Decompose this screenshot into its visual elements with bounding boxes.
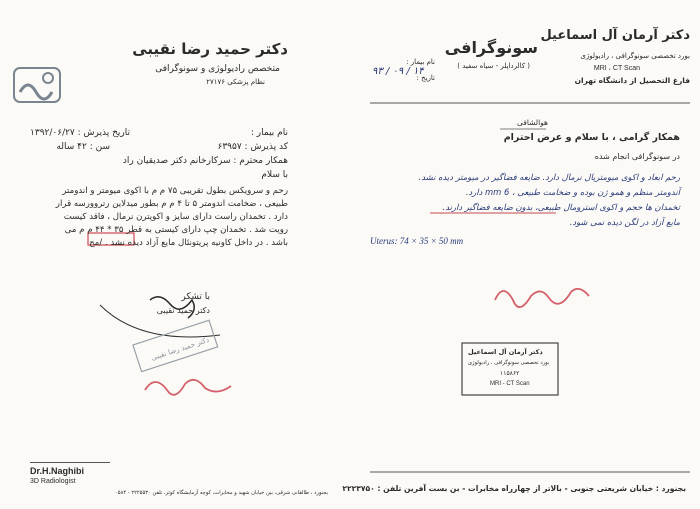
referring-colleague: همکار محترم : سرکارخانم دکتر صدیقیان راد [122, 156, 288, 166]
stamp-doctor-name: دکتر آرمان آل اسماعیل [468, 348, 543, 356]
left-doctor-name: دکتر حمید رضا نقیبی [132, 40, 288, 58]
patient-name-label: نام بیمار : [250, 128, 288, 138]
closing-thanks: با تشکر [181, 292, 210, 302]
right-patient-label: نام بیمار : [406, 58, 435, 66]
right-modalities: MRI ، CT Scan [593, 65, 640, 72]
report-line: باشد . در داخل کاونیه پریتونئال مایع آزاد دیده نشد . /مح [89, 238, 288, 248]
admission-code: کد پذیرش : ۶۳۹۵۷ [217, 142, 288, 152]
right-intro: در سونوگرافی انجام شده [594, 152, 680, 161]
footer-specialty-en: 3D Radiologist [30, 478, 76, 485]
stamp-modalities: MRI - CT Scan [490, 381, 530, 387]
admission-date: تاریخ پذیرش : ۱۳۹۲/۰۶/۲۷ [30, 128, 130, 138]
report-line: طبیعی ، ضخامت اندومتر ۵ تا ۴ م م بطور میدلاین رتروورسه قرار [55, 199, 288, 209]
handwritten-signature-icon [495, 289, 589, 307]
stamp-board: بورد تخصصی سونوگرافی ، رادیولوژی [468, 360, 550, 366]
right-university: فارغ التحصیل از دانشگاه تهران [574, 76, 690, 85]
clinic-logo-icon [14, 68, 60, 102]
patient-age: سن : ۴۲ ساله [56, 142, 110, 152]
right-date-value: ۹۳ / ۰۹ / ۱۴ [372, 66, 424, 77]
footer-address-fa: بجنورد ، طالقانی شرقی، بین خیابان شهید و مخابرات، کوچه آزمایشگاه کوثر، تلفن ۲۲۲۵۵۳۰ - ۰۵۸۴ [115, 490, 328, 496]
right-board: بورد تخصصی سونوگرافی ، رادیولوژی [580, 52, 690, 60]
report-line: رحم و سرویکس بطول تقریبی ۷۵ م م با اکوی میومتر و اندومتر [62, 186, 288, 196]
greeting: با سلام [261, 170, 288, 180]
right-report-line: رحم ابعاد و اکوی میومتریال نرمال دارد. ضایعه فضاگیر در میومتر دیده نشد. [418, 172, 680, 182]
signature-name: دکتر حمید نقیبی [156, 306, 210, 315]
right-salutation: همکار گرامی ، با سلام و عرض احترام [503, 132, 680, 143]
sonography-title: سونوگرافی [444, 38, 538, 57]
stamp-license: ۱۱۵۸۶۲ [500, 370, 520, 377]
right-report-line: آندومتر منظم و همو ژن بوده و ضخامت طبیعی ، 6 mm دارد. [465, 187, 680, 197]
right-report-line: تخمدان ها حجم و اکوی استرومال طبیعی، بدون ضایعه فضاگیر دارند. [442, 202, 680, 212]
right-doctor-name: دکتر آرمان آل اسماعیل [540, 28, 690, 43]
right-footer-address: بجنورد : خیابان شریعتی جنوبی - بالاتر از چهارراه مخابرات - بن بست آفرین تلفن : ۲۲۲۳۷۵۰ [342, 484, 686, 493]
right-report-page [342, 0, 700, 509]
report-line: رویت شد . تخمدان چپ دارای کیستی به قطر ۳۵ * ۴۴ م م می [64, 225, 288, 235]
left-specialty: متخصص رادیولوژی و سونوگرافی [155, 64, 280, 74]
sonography-subtitle: ( کالرداپلر - سیاه سفید ) [457, 62, 530, 70]
right-date-label: تاریخ : [416, 74, 435, 82]
handwritten-note-icon [145, 380, 231, 395]
left-license: نظام پزشکی ۲۷۱۷۶ [206, 78, 265, 86]
uterus-measurement: Uterus: 74 × 35 × 50 mm [370, 236, 464, 246]
stamp-text: دکتر حمید رضا نقیبی [150, 335, 211, 363]
right-report-line: مایع آزاد در لگن دیده نمی شود. [569, 217, 680, 227]
footer-doctor-en: Dr.H.Naghibi [30, 466, 85, 476]
hoshafi-heading: هوالشافی [516, 118, 548, 127]
report-line: دارد . تخمدان راست دارای سایز و اکوپترن نرمال ، فاقد کیست [63, 212, 288, 222]
